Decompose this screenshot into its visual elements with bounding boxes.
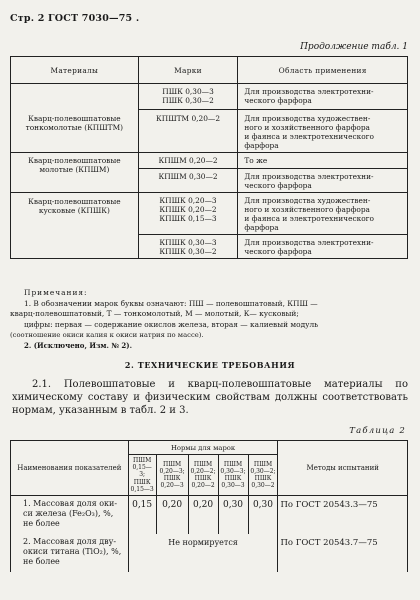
note-1-cont: кварц-полевошпатовый, Т — тонкомолотый, М — молотый, К— кусковый; [10,309,299,318]
mark-cell: КПШК 0,30—3 КПШК 0,30—2 [138,235,238,259]
column-header-marks: Марки [138,57,238,84]
grade-header: ПШМ 0,20—3; ПШК 0,20—3 [156,455,188,496]
note-2: 2. (Исключено, Изм. № 2). [24,340,133,350]
note-1: 1. В обозначении марок буквы означают: ПШ — полевошпатовый, КПШ — [24,298,318,308]
application-cell: То же [238,153,408,169]
notes-title: Примечания: [24,288,88,297]
material-cell: Кварц-полевошпатовые молотые (КПШМ) [11,153,139,193]
value-cell: 0,20 [188,496,218,535]
table-row [11,84,408,110]
table-row [11,496,408,535]
application-cell: Для производства художествен- ного и хозяйственного фарфора и фаянса и электротехнического фарфора [238,110,408,153]
column-header-application: Область применения [238,57,408,84]
value-cell: 0,30 [218,496,248,535]
application-cell: Для производства электротехни- ческого фарфора [238,235,408,259]
table-row [11,534,408,572]
table-header-row [11,57,408,84]
mark-cell: ПШК 0,30—3 ПШК 0,30—2 [138,84,238,110]
grade-header: ПШМ 0,15—3; ПШК 0,15—3 [128,455,156,496]
table-2 [10,440,408,572]
indicator-cell: 1. Массовая доля оки- си железа (Fe₂O₃), %, не более [11,496,129,535]
grade-header: ПШМ 0,30—3; ПШК 0,30—3 [218,455,248,496]
table-header-row [11,441,408,455]
table-row [11,110,408,153]
mark-cell: КПШТМ 0,20—2 [138,110,238,153]
section-title: 2. ТЕХНИЧЕСКИЕ ТРЕБОВАНИЯ [124,360,296,370]
material-cell: Кварц-полевошпатовые тонкомолотые (КПШТМ) [11,110,139,153]
mark-cell: КПШК 0,20—3 КПШК 0,20—2 КПШК 0,15—3 [138,193,238,235]
application-cell: Для производства электротехни- ческого фарфора [238,84,408,110]
table-row [11,153,408,169]
table-row [11,193,408,235]
method-cell: По ГОСТ 20543.3—75 [278,496,408,535]
value-cell: 0,20 [156,496,188,535]
note-1-cont: цифры: первая — содержание окислов железа, вторая — калиевый модуль [24,319,319,329]
material-cell: Кварц-полевошпатовые кусковые (КПШК) [11,193,139,259]
grade-header: ПШМ 0,30—2; ПШК 0,30—2 [248,455,278,496]
application-cell: Для производства электротехни- ческого фарфора [238,169,408,193]
application-cell: Для производства художествен- ного и хозяйственного фарфора и фаянса и электротехнического фарфора [238,193,408,235]
value-cell: 0,15 [128,496,156,535]
notes-block [10,288,408,351]
table-2-caption: Таблица 2 [349,426,406,436]
section-paragraph: 2.1. Полевошпатовые и кварц-полевошпатовые материалы по химическому составу и физическим свойствам должны соответствовать нормам, указанным в табл. 2 и 3. [12,379,408,416]
column-header-materials: Материалы [11,57,139,84]
value-cell-not-normed: Не нормируется [128,534,278,572]
method-cell: По ГОСТ 20543.7—75 [278,534,408,572]
page-header: Стр. 2 ГОСТ 7030—75 . [10,13,140,24]
table-1 [10,56,408,259]
table-continuation-label: Продолжение табл. 1 [300,42,408,52]
note-1-cont: (соотношение окиси калия к окиси натрия по массе). [10,331,204,339]
value-cell: 0,30 [248,496,278,535]
mark-cell: КПШМ 0,30—2 [138,169,238,193]
indicator-cell: 2. Массовая доля дву- окиси титана (TiO₂), %, не более [11,534,129,572]
mark-cell: КПШМ 0,20—2 [138,153,238,169]
column-header-methods: Методы испытаний [278,441,408,496]
column-header-indicator: Наименования показателей [11,441,129,496]
column-header-norms: Нормы для марок [128,441,278,455]
grade-header: ПШМ 0,20—2; ПШК 0,20—2 [188,455,218,496]
